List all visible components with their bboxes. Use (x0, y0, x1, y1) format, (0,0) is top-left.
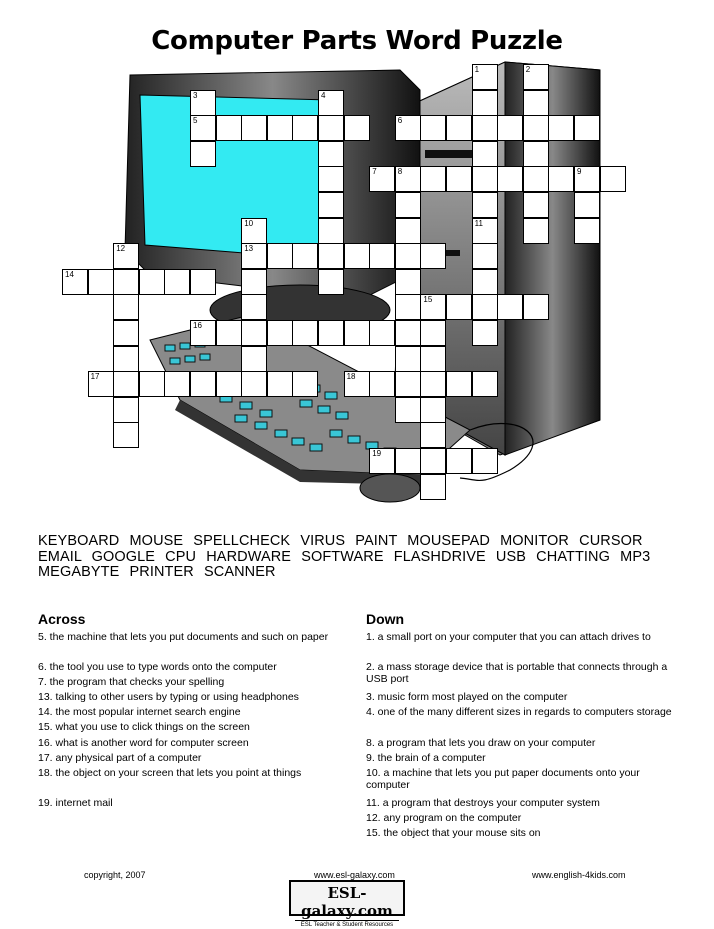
crossword-cell[interactable] (446, 371, 472, 397)
footer-link-english-4kids[interactable]: www.english-4kids.com (532, 870, 626, 880)
crossword-cell[interactable] (395, 218, 421, 244)
clue-number: 11 (474, 218, 483, 228)
crossword-cell[interactable] (420, 115, 446, 141)
clue-down-8: 8. a program that lets you draw on your computer (366, 737, 596, 749)
crossword-cell[interactable] (395, 243, 421, 269)
crossword-cell[interactable] (190, 115, 216, 141)
clue-number: 18 (346, 372, 356, 382)
crossword-cell[interactable] (292, 371, 318, 397)
crossword-cell[interactable] (113, 422, 139, 448)
crossword-cell[interactable] (241, 115, 267, 141)
crossword-cell[interactable] (164, 269, 190, 295)
clue-down-11: 11. a program that destroys your computer system (366, 797, 600, 809)
crossword-cell[interactable] (574, 115, 600, 141)
crossword-cell[interactable] (523, 90, 549, 116)
crossword-cell[interactable] (190, 371, 216, 397)
crossword-cell[interactable] (472, 141, 498, 167)
crossword-cell[interactable] (318, 90, 344, 116)
clue-across-15: 15. what you use to click things on the screen (38, 721, 250, 733)
crossword-cell[interactable] (369, 243, 395, 269)
clue-across-6: 6. the tool you use to type words onto the computer (38, 661, 277, 673)
crossword-cell[interactable] (164, 371, 190, 397)
crossword-cell[interactable] (548, 166, 574, 192)
crossword-cell[interactable] (241, 269, 267, 295)
crossword-cell[interactable] (420, 371, 446, 397)
clue-number: 14 (65, 269, 74, 279)
crossword-cell[interactable] (190, 90, 216, 116)
crossword-cell[interactable] (113, 269, 139, 295)
crossword-cell[interactable] (446, 294, 472, 320)
clue-number: 1 (474, 65, 480, 74)
crossword-cell[interactable] (267, 371, 293, 397)
crossword-cell[interactable] (267, 115, 293, 141)
crossword-cell[interactable] (395, 397, 421, 423)
crossword-cell[interactable] (574, 166, 600, 192)
crossword-cell[interactable] (318, 166, 344, 192)
clue-down-2: 2. a mass storage device that is portable that connects through a USB port (366, 661, 668, 685)
clue-number: 5 (193, 116, 198, 126)
crossword-cell[interactable] (318, 192, 344, 218)
clue-across-13: 13. talking to other users by typing or using headphones (38, 691, 299, 703)
crossword-cell[interactable] (472, 115, 498, 141)
crossword-cell[interactable] (472, 192, 498, 218)
crossword-cell[interactable] (395, 269, 421, 295)
crossword-cell[interactable] (523, 115, 549, 141)
word-bank-line: KEYBOARD MOUSE SPELLCHECK VIRUS PAINT MOUSEPAD MONITOR CURSOR (38, 533, 643, 549)
clue-down-3: 3. music form most played on the computer (366, 691, 568, 703)
crossword-cell[interactable] (344, 115, 370, 141)
crossword-cell[interactable] (420, 243, 446, 269)
esl-galaxy-logo (289, 880, 405, 928)
crossword-cell[interactable] (472, 448, 498, 474)
crossword-cell[interactable] (395, 371, 421, 397)
crossword-cell[interactable] (139, 371, 165, 397)
clue-number: 4 (321, 90, 326, 100)
crossword-cell[interactable] (446, 448, 472, 474)
word-bank-line: MEGABYTE PRINTER SCANNER (38, 564, 276, 580)
crossword-cell[interactable] (395, 166, 421, 192)
crossword-cell[interactable] (190, 269, 216, 295)
clue-down-4: 4. one of the many different sizes in regards to computers storage (366, 706, 672, 718)
clue-down-15: 15. the object that your mouse sits on (366, 827, 541, 839)
clue-number: 8 (397, 167, 403, 177)
crossword-cell[interactable] (395, 346, 421, 372)
crossword-cell[interactable] (318, 269, 344, 295)
clue-across-18: 18. the object on your screen that lets you point at things (38, 767, 302, 779)
crossword-cell[interactable] (395, 115, 421, 141)
crossword-cell[interactable] (241, 346, 267, 372)
clue-down-1: 1. a small port on your computer that you can attach drives to (366, 631, 651, 643)
crossword-cell[interactable] (420, 320, 446, 346)
crossword-cell[interactable] (292, 243, 318, 269)
crossword-cell[interactable] (523, 192, 549, 218)
across-clues (38, 611, 338, 809)
crossword-cell[interactable] (420, 448, 446, 474)
clue-number: 9 (577, 167, 582, 177)
crossword-cell[interactable] (318, 141, 344, 167)
crossword-cell[interactable] (446, 166, 472, 192)
clue-number: 6 (397, 116, 403, 126)
crossword-cell[interactable] (420, 346, 446, 372)
clue-number: 13 (244, 244, 254, 254)
crossword-cell[interactable] (369, 448, 395, 474)
crossword-cell[interactable] (523, 166, 549, 192)
crossword-cell[interactable] (574, 192, 600, 218)
crossword-cell[interactable] (472, 166, 498, 192)
crossword-cell[interactable] (267, 320, 293, 346)
down-clues (366, 611, 681, 839)
clue-number: 2 (525, 65, 531, 74)
crossword-cell[interactable] (395, 192, 421, 218)
crossword-cell[interactable] (88, 371, 114, 397)
crossword-cell[interactable] (472, 320, 498, 346)
crossword-cell[interactable] (420, 474, 446, 500)
clue-across-16: 16. what is another word for computer screen (38, 737, 249, 749)
crossword-cell[interactable] (497, 115, 523, 141)
word-bank-line: EMAIL GOOGLE CPU HARDWARE SOFTWARE FLASHDRIVE USB CHATTING MP3 (38, 548, 651, 565)
clue-number: 19 (372, 449, 382, 458)
crossword-cell[interactable] (113, 397, 139, 423)
crossword-cell[interactable] (420, 397, 446, 423)
crossword-cell[interactable] (216, 371, 242, 397)
crossword-cell[interactable] (574, 218, 600, 244)
crossword-cell[interactable] (216, 115, 242, 141)
clue-number: 3 (193, 90, 198, 100)
crossword-cell[interactable] (472, 294, 498, 320)
crossword-cell[interactable] (395, 294, 421, 320)
crossword-cell[interactable] (497, 166, 523, 192)
crossword-cell[interactable] (318, 218, 344, 244)
clue-across-17: 17. any physical part of a computer (38, 752, 202, 764)
crossword-cell[interactable] (88, 269, 114, 295)
clue-number: 17 (90, 372, 100, 382)
crossword-cell[interactable] (318, 243, 344, 269)
clue-number: 10 (244, 218, 254, 228)
clue-down-10: 10. a machine that lets you put paper documents onto your computer (366, 767, 640, 791)
crossword-cell[interactable] (292, 115, 318, 141)
crossword-cell[interactable] (62, 269, 88, 295)
crossword-cell[interactable] (523, 294, 549, 320)
clue-down-9: 9. the brain of a computer (366, 752, 486, 764)
crossword-cell[interactable] (190, 141, 216, 167)
crossword-cell[interactable] (472, 371, 498, 397)
crossword-cell[interactable] (472, 243, 498, 269)
crossword-cell[interactable] (523, 218, 549, 244)
crossword-cell[interactable] (369, 371, 395, 397)
down-heading: Down (366, 611, 405, 627)
crossword-cell[interactable] (446, 115, 472, 141)
clue-down-12: 12. any program on the computer (366, 812, 522, 824)
clue-number: 12 (116, 244, 126, 254)
crossword-cell[interactable] (420, 422, 446, 448)
crossword-cell[interactable] (395, 448, 421, 474)
across-heading: Across (38, 611, 86, 627)
page-title: Computer Parts Word Puzzle (151, 26, 563, 56)
crossword-cell[interactable] (113, 371, 139, 397)
crossword-cell[interactable] (241, 320, 267, 346)
clue-number: 15 (423, 295, 433, 305)
crossword-cell[interactable] (369, 320, 395, 346)
crossword-cell[interactable] (344, 243, 370, 269)
clue-across-14: 14. the most popular internet search engine (38, 706, 241, 718)
crossword-cell[interactable] (113, 243, 139, 269)
clue-number: 7 (372, 167, 377, 177)
logo-sub-text: ESL Teacher & Student Resources (295, 920, 399, 929)
copyright: copyright, 2007 (84, 870, 146, 880)
crossword-cell[interactable] (395, 320, 421, 346)
clue-across-19: 19. internet mail (38, 797, 113, 809)
crossword-cell[interactable] (472, 90, 498, 116)
crossword-cell[interactable] (472, 218, 498, 244)
crossword-cell[interactable] (600, 166, 626, 192)
crossword-cell[interactable] (241, 371, 267, 397)
crossword-cell[interactable] (113, 294, 139, 320)
crossword-cell[interactable] (113, 346, 139, 372)
crossword-cell[interactable] (472, 64, 498, 90)
crossword-cell[interactable] (497, 294, 523, 320)
crossword-cell[interactable] (267, 243, 293, 269)
crossword-cell[interactable] (369, 166, 395, 192)
crossword-cell[interactable] (318, 115, 344, 141)
crossword-cell[interactable] (113, 320, 139, 346)
crossword-cell[interactable] (216, 320, 242, 346)
word-bank (38, 534, 688, 581)
crossword-cell[interactable] (344, 371, 370, 397)
crossword-cell[interactable] (548, 115, 574, 141)
crossword-cell[interactable] (420, 294, 446, 320)
crossword-cell[interactable] (318, 320, 344, 346)
footer-link-esl-galaxy[interactable]: www.esl-galaxy.com (314, 870, 395, 880)
crossword-cell[interactable] (523, 64, 549, 90)
crossword-cell[interactable] (472, 269, 498, 295)
crossword-cell[interactable] (292, 320, 318, 346)
crossword-cell[interactable] (139, 269, 165, 295)
crossword-cell[interactable] (190, 320, 216, 346)
crossword-cell[interactable] (241, 294, 267, 320)
clue-across-7: 7. the program that checks your spelling (38, 676, 225, 688)
crossword-cell[interactable] (241, 243, 267, 269)
clue-across-5: 5. the machine that lets you put documents and such on paper (38, 631, 329, 643)
clue-number: 16 (193, 321, 202, 330)
crossword-cell[interactable] (420, 166, 446, 192)
logo-main-text: ESL-galaxy.com (301, 884, 393, 920)
crossword-cell[interactable] (523, 141, 549, 167)
crossword-cell[interactable] (344, 320, 370, 346)
crossword-cell[interactable] (241, 218, 267, 244)
